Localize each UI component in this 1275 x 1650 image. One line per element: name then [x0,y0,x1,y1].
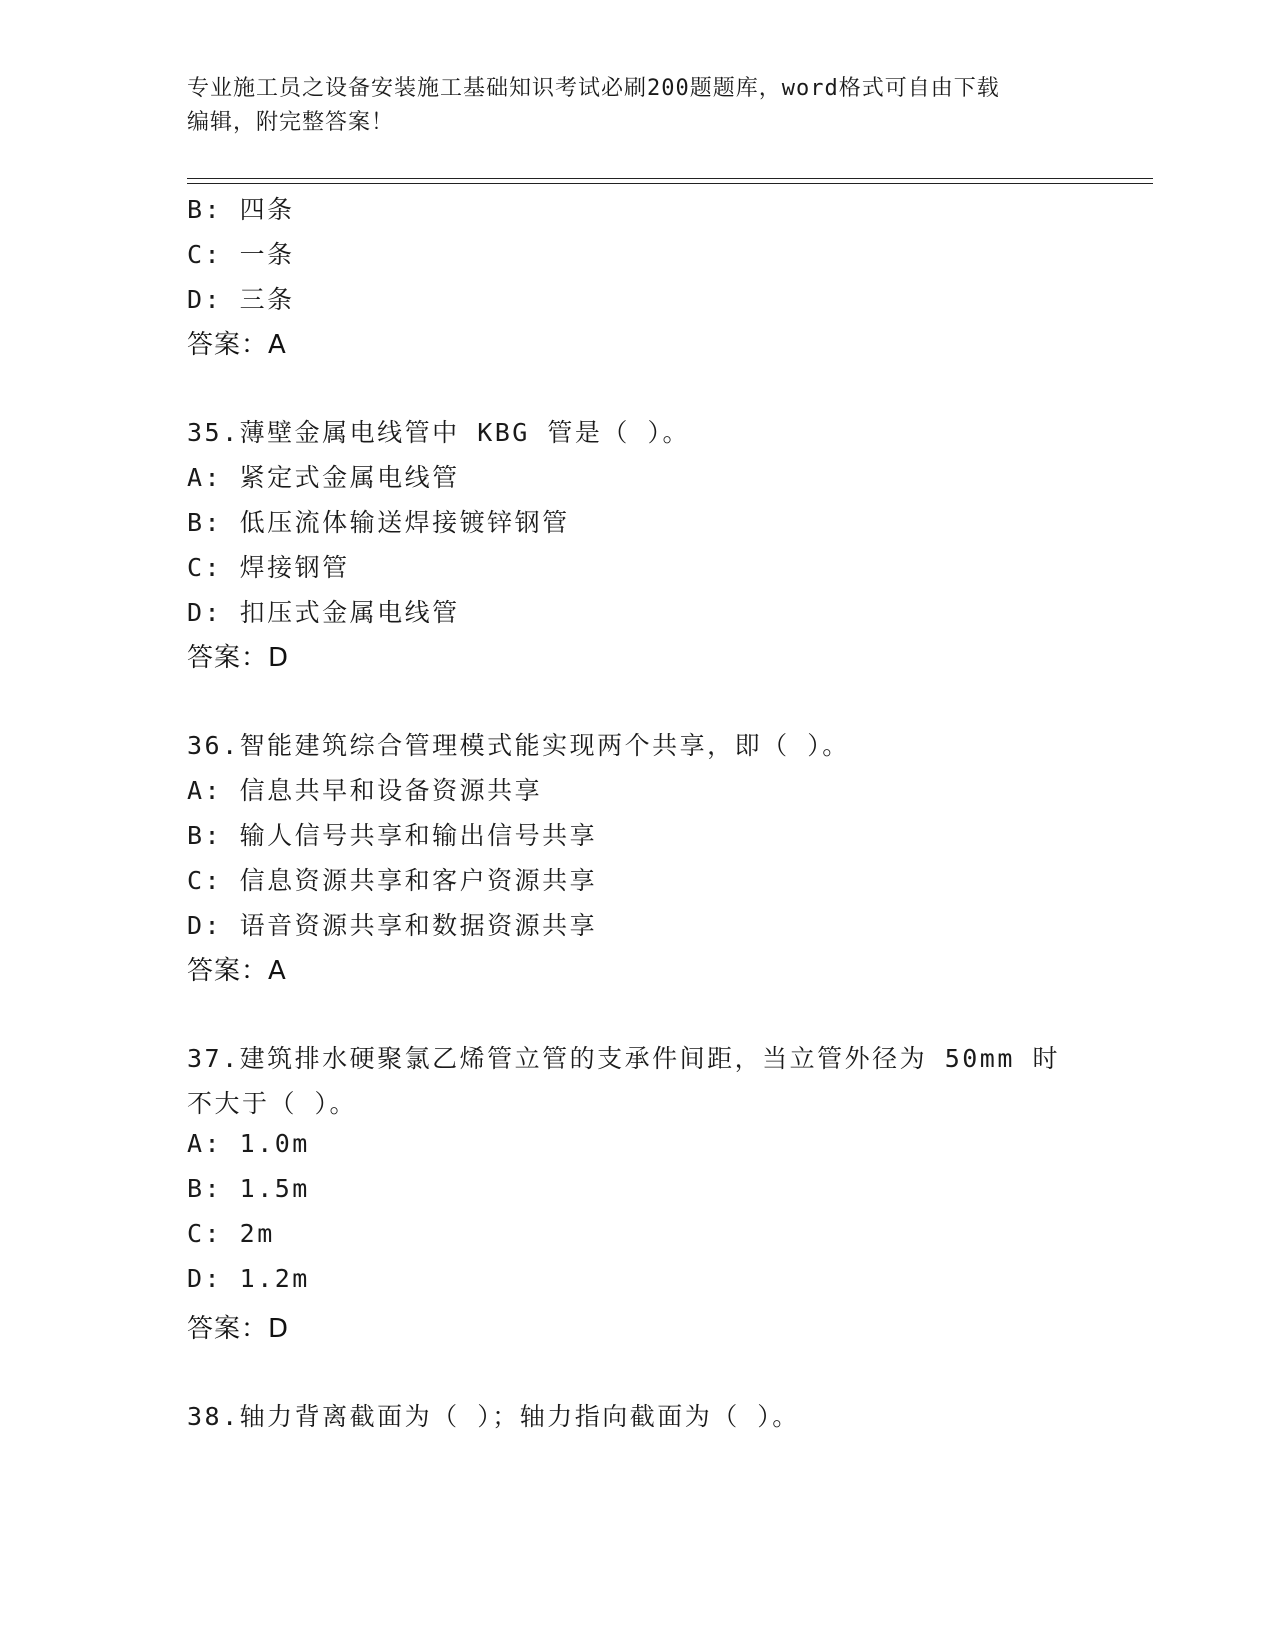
q37-answer: 答案：D [187,1314,290,1344]
q36-option-c: C: 信息资源共享和客户资源共享 [187,866,598,895]
q37-question-line-1: 37.建筑排水硬聚氯乙烯管立管的支承件间距，当立管外径为 50mm 时 [187,1044,1060,1073]
q35-option-d: D: 扣压式金属电线管 [187,598,460,627]
q34-answer: 答案：A [187,330,287,360]
header-rule-top [187,178,1153,179]
q36-option-b: B: 输人信号共享和输出信号共享 [187,821,598,850]
q36-question: 36.智能建筑综合管理模式能实现两个共享，即（ ）。 [187,731,850,760]
page-header [187,72,1077,140]
q35-option-a: A: 紧定式金属电线管 [187,463,460,492]
q36-option-a: A: 信息共早和设备资源共享 [187,776,543,805]
q37-option-a: A: 1.0m [187,1129,310,1158]
header-line-2: 编辑，附完整答案！ [187,110,395,135]
q38-question: 38.轴力背离截面为（ ）；轴力指向截面为（ ）。 [187,1402,800,1431]
q37-option-b: B: 1.5m [187,1174,310,1203]
header-line-1: 专业施工员之设备安装施工基础知识考试必刷200题题库，word格式可自由下载 [187,76,1000,101]
q37-option-c: C: 2m [187,1219,275,1248]
q35-option-b: B: 低压流体输送焊接镀锌钢管 [187,508,570,537]
q37-option-d: D: 1.2m [187,1264,310,1293]
q35-option-c: C: 焊接钢管 [187,553,350,582]
q37-question-line-2: 不大于（ ）。 [187,1089,358,1118]
q35-question: 35.薄壁金属电线管中 KBG 管是（ ）。 [187,418,690,447]
q34-option-d: D: 三条 [187,285,295,314]
q35-answer: 答案：D [187,643,290,673]
q36-option-d: D: 语音资源共享和数据资源共享 [187,911,598,940]
q34-option-c: C: 一条 [187,240,295,269]
q36-answer: 答案：A [187,956,287,986]
header-rule-bottom [187,183,1153,184]
q34-option-b: B: 四条 [187,195,295,224]
